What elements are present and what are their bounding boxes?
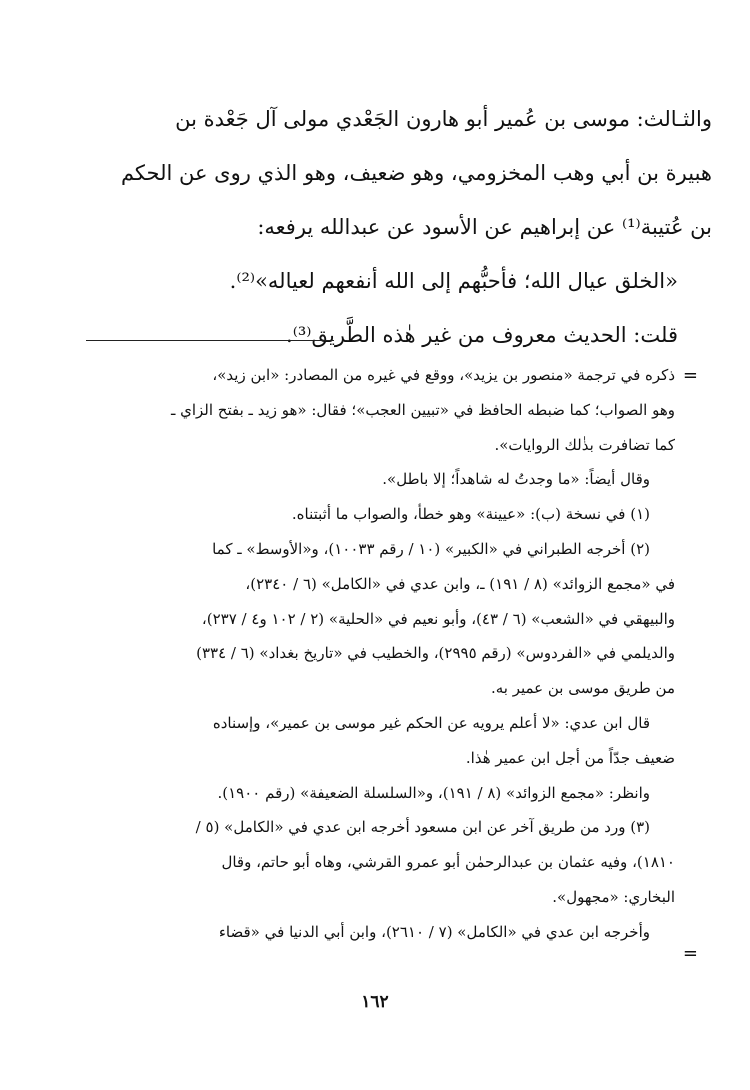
main-line: بن عُتيبة⁽¹⁾ عن إبراهيم عن الأسود عن عبدالله يرفعه: bbox=[257, 215, 712, 239]
footnote-line: من طريق موسى بن عمير به. bbox=[490, 679, 675, 698]
footnote-line: والديلمي في «الفردوس» (رقم ٢٩٩٥)، والخطيب في «تاريخ بغداد» (٦ / ٣٣٤) bbox=[196, 644, 675, 663]
footnote-line: ١٨١٠)، وفيه عثمان بن عبدالرحمٰن أبو عمرو القرشي، وهاه أبو حاتم، وقال bbox=[221, 853, 675, 872]
main-line: والثـالث: موسى بن عُمير أبو هارون الجَعْدي مولى آل جَعْدة بن bbox=[175, 107, 712, 131]
footnotes bbox=[86, 358, 675, 950]
footnote-line: البخاري: «مجهول». bbox=[552, 887, 675, 906]
footnote-1: (١) في نسخة (ب): «عيينة» وهو خطأ، والصواب ما أثبتناه. bbox=[291, 505, 650, 524]
footnote-continuation-mark: = bbox=[682, 365, 698, 386]
footnote-line: والبيهقي في «الشعب» (٦ / ٤٣)، وأبو نعيم في «الحلية» (٢ / ١٠٢ و٤ / ٢٣٧)، bbox=[201, 609, 675, 628]
footnote-line: وقال أيضاً: «ما وجدتُ له شاهداً؛ إلا باطل». bbox=[382, 470, 650, 489]
main-line: هبيرة بن أبي وهب المخزومي، وهو ضعيف، وهو الذي روى عن الحكم bbox=[120, 161, 712, 185]
footnote-3: (٣) ورد من طريق آخر عن ابن مسعود أخرجه ابن عدي في «الكامل» (٥ / bbox=[195, 818, 650, 837]
footnote-2: (٢) أخرجه الطبراني في «الكبير» (١٠ / رقم ١٠٠٣٣)، و«الأوسط» ـ كما bbox=[212, 539, 650, 558]
footnote-line: قال ابن عدي: «لا أعلم يرويه عن الحكم غير موسى بن عمير»، وإسناده bbox=[212, 713, 650, 732]
footnote-line: وهو الصواب؛ كما ضبطه الحافظ في «تبيين العجب»؛ فقال: «هو زيد ـ بفتح الزاي ـ bbox=[170, 400, 675, 419]
footnote-line: وانظر: «مجمع الزوائد» (٨ / ١٩١)، و«السلسلة الضعيفة» (رقم ١٩٠٠). bbox=[217, 783, 650, 802]
footnote-line: كما تضافرت بذٰلك الروايات». bbox=[494, 435, 675, 454]
page-number: ١٦٢ bbox=[361, 992, 389, 1012]
hadith-quote: «الخلق عيال الله؛ فأحبُّهم إلى الله أنفعهم لعياله»⁽²⁾. bbox=[229, 269, 678, 293]
footnote-line: ضعيف جدّاً من أجل ابن عمير هٰذا. bbox=[465, 748, 675, 767]
footnote-line: ذكره في ترجمة «منصور بن يزيد»، ووقع في غيره من المصادر: «ابن زيد»، bbox=[212, 366, 675, 384]
main-text bbox=[86, 92, 712, 362]
footnote-line: وأخرجه ابن عدي في «الكامل» (٧ / ٢٦١٠)، وابن أبي الدنيا في «قضاء bbox=[218, 922, 650, 941]
footnote-separator bbox=[86, 340, 334, 341]
footnote-end-mark: = bbox=[682, 943, 698, 964]
main-line: قلت: الحديث معروف من غير هٰذه الطَّريق⁽³⁾. bbox=[286, 323, 678, 347]
footnote-line: في «مجمع الزوائد» (٨ / ١٩١) ـ، وابن عدي في «الكامل» (٦ / ٢٣٤٠)، bbox=[245, 574, 675, 593]
